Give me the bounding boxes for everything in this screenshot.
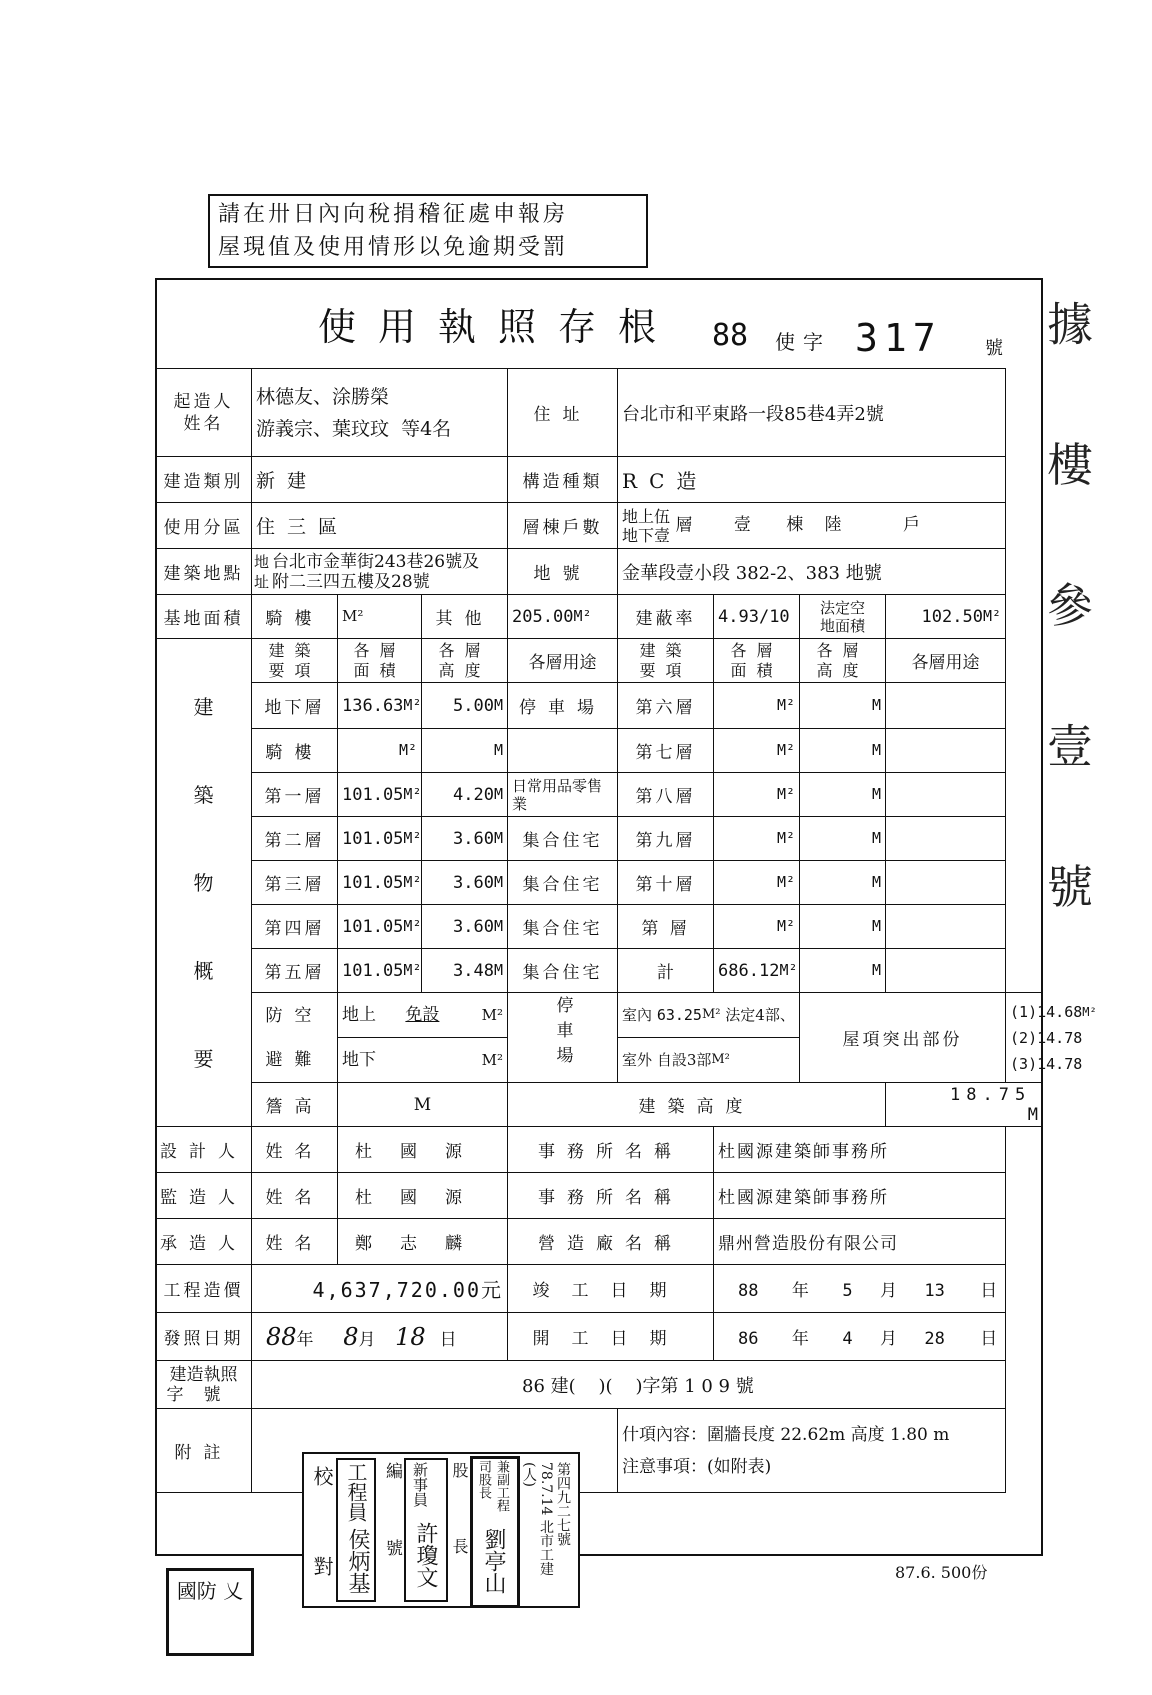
permit-year: 88 <box>712 318 749 353</box>
completion-label: 竣工日期 <box>508 1265 714 1313</box>
approval-check: 校對 <box>310 1466 334 1646</box>
parking-indoor-value: 63.25 <box>656 1006 702 1024</box>
issue-date <box>252 1313 508 1361</box>
applicant-names-line1: 林德友、涂勝榮 <box>256 385 390 408</box>
eaves-value <box>338 1083 508 1127</box>
floor-area-unit: M² <box>403 828 422 847</box>
shelter-label <box>252 993 338 1083</box>
parking-note1: 法定4部、 <box>725 1006 795 1024</box>
lot-value: 金華段壹小段 382-2、383 地號 <box>618 549 1006 595</box>
tax-notice-line1: 請在卅日內向稅捐稽征處申報房 <box>218 202 569 227</box>
floor-area <box>338 949 422 993</box>
arcade-value <box>338 595 422 639</box>
building-height-num: 18.75 <box>950 1084 1032 1105</box>
floor-name-r: 第 層 <box>618 905 714 949</box>
structure-label: 構造種類 <box>508 457 618 503</box>
floor-height-r <box>800 773 886 817</box>
parking-label-text: 停車場 <box>552 995 573 1071</box>
floor-area-r <box>714 905 800 949</box>
floor-area-r-unit: M² <box>779 960 798 979</box>
completion-day-unit: 日 <box>980 1281 998 1301</box>
hdr-item-r <box>618 639 714 683</box>
designer-name-label: 姓名 <box>252 1127 338 1173</box>
completion-year-unit: 年 <box>791 1281 809 1301</box>
coverage-label: 建蔽率 <box>618 595 714 639</box>
other-label: 其他 <box>422 595 508 639</box>
floor-area-num: 101.05 <box>342 828 404 849</box>
contractor-name: 鄭志麟 <box>338 1219 508 1265</box>
tax-notice-box <box>208 194 648 268</box>
floor-height-num: 3.60 <box>453 872 494 893</box>
lot-label: 地號 <box>508 549 618 595</box>
parking-indoor-unit: M² <box>701 1007 721 1022</box>
other-value-num: 205.00 <box>512 606 574 627</box>
completion-month-unit: 月 <box>879 1281 897 1301</box>
floor-height-r <box>800 817 886 861</box>
section-label-3: 概 <box>193 958 214 983</box>
floor-name: 第二層 <box>252 817 338 861</box>
floor-height <box>422 729 508 773</box>
floor-height-r <box>800 729 886 773</box>
floor-area-unit: M² <box>403 960 422 979</box>
hdr-height-r <box>800 639 886 683</box>
floor-area-unit: M² <box>398 740 417 759</box>
issue-month-unit: 月 <box>358 1329 376 1350</box>
other-value <box>508 595 618 639</box>
hdr-area-1: 各層 <box>353 640 406 660</box>
site-prefix: 地址 <box>254 552 270 591</box>
official-seal: 國防 乂 <box>166 1568 254 1656</box>
issue-month: 8 <box>343 1322 359 1351</box>
roof-protrusion-values <box>1006 993 1097 1083</box>
completion-month: 5 <box>842 1281 853 1301</box>
roof-unit: M² <box>1082 1004 1097 1019</box>
floor-height <box>422 773 508 817</box>
deputy-title: 兼副工程司股長 <box>476 1460 509 1512</box>
floor-area <box>338 817 422 861</box>
hdr-height-1: 各層 <box>438 640 491 660</box>
remarks-row <box>156 1409 1043 1493</box>
hdr-item <box>252 639 338 683</box>
floor-area-r <box>714 817 800 861</box>
issue-row <box>156 1313 1043 1361</box>
section-label-0: 建 <box>193 694 214 719</box>
floor-area-num: 136.63 <box>342 695 404 716</box>
hdr-use-r: 各層用途 <box>886 639 1006 683</box>
shelter-below-label: 地下 <box>342 1050 376 1070</box>
tax-notice-line2: 屋現值及使用情形以免逾期受罰 <box>218 235 569 260</box>
completion-year: 88 <box>738 1281 759 1301</box>
open-space-value-num: 102.50 <box>921 606 983 627</box>
cost-value: 4,637,720.00元 <box>252 1265 508 1313</box>
floors-buildings: 壹 <box>733 515 751 535</box>
floor-use: 集合住宅 <box>508 861 618 905</box>
floor-row-2 <box>156 773 1043 817</box>
floor-height-r <box>800 905 886 949</box>
zoning-value: 住三區 <box>252 503 508 549</box>
parking-outdoor-unit: M² <box>711 1052 730 1067</box>
floor-row-0 <box>156 683 1043 729</box>
floor-height-r-unit: M <box>871 695 882 714</box>
floor-use-r <box>886 905 1006 949</box>
issue-day: 18 <box>395 1322 426 1351</box>
building-height-unit: M <box>1027 1104 1038 1125</box>
supervisor-row <box>156 1173 1043 1219</box>
page-title: 使用執照存根 <box>318 305 679 349</box>
hdr-area-r-1: 各層 <box>730 640 783 660</box>
contractor-firm: 鼎州營造股份有限公司 <box>714 1219 1006 1265</box>
floor-name-r: 計 <box>618 949 714 993</box>
hdr-item-r-2: 要項 <box>639 660 692 680</box>
build-type-value: 新建 <box>252 457 508 503</box>
side-stamp: 據 樓 參 壹 號 <box>1040 300 1094 949</box>
floor-height-r-unit: M <box>871 784 882 803</box>
floor-area-num: 101.05 <box>342 916 404 937</box>
shelter-below <box>338 1038 507 1082</box>
floor-area-r-num: 686.12 <box>718 960 780 981</box>
floors-above: 地上伍 <box>622 506 671 526</box>
floor-height-num: 3.60 <box>453 916 494 937</box>
floor-height-unit: M <box>493 695 504 714</box>
coverage-value: 4.93/10 <box>714 595 800 639</box>
applicant-label-2: 姓名 <box>183 413 224 434</box>
floors-above-below <box>622 507 670 545</box>
other-unit: M² <box>573 606 592 625</box>
floor-area-r <box>714 773 800 817</box>
floor-height-unit: M <box>493 784 504 803</box>
floor-height-num: 3.60 <box>453 828 494 849</box>
floor-name: 地下層 <box>252 683 338 729</box>
supervisor-label: 監造人 <box>156 1173 252 1219</box>
stamp-head: 新事員 <box>411 1462 429 1507</box>
floor-height-num: 3.48 <box>453 960 494 981</box>
site-label: 建築地點 <box>156 549 252 595</box>
floor-area-r-unit: M² <box>776 916 796 935</box>
floor-area-r <box>714 683 800 729</box>
floor-area <box>338 905 422 949</box>
floor-area <box>338 861 422 905</box>
roof-1: (1)14.68 <box>1010 1002 1083 1021</box>
site-line1: 台北市金華街243巷26號及 <box>272 551 480 572</box>
hdr-area-r-2: 面積 <box>730 660 783 680</box>
contractor-label: 承造人 <box>156 1219 252 1265</box>
section-label <box>156 639 252 1127</box>
floor-area-num: 101.05 <box>342 784 404 805</box>
floor-use-r <box>886 773 1006 817</box>
supervisor-name: 杜國源 <box>338 1173 508 1219</box>
floor-area-unit: M² <box>403 916 422 935</box>
arcade-unit: M² <box>342 606 364 625</box>
floor-area-r-unit: M² <box>776 695 796 714</box>
floor-name-r: 第九層 <box>618 817 714 861</box>
floor-use: 集合住宅 <box>508 817 618 861</box>
section-label-1: 築 <box>193 782 214 807</box>
floor-height-r <box>800 949 886 993</box>
contractor-firm-label: 營造廠名稱 <box>508 1219 714 1265</box>
floors-bld-unit: 棟 <box>786 515 804 535</box>
designer-label: 設計人 <box>156 1127 252 1173</box>
floor-area-unit: M² <box>403 695 422 714</box>
shelter-above <box>338 993 507 1038</box>
permit-number: 317 <box>855 316 942 360</box>
floor-area-unit: M² <box>403 784 422 803</box>
floor-name: 第三層 <box>252 861 338 905</box>
build-type-row <box>156 457 1043 503</box>
open-space-label-1: 法定空 <box>820 598 866 617</box>
open-space-unit: M² <box>982 606 1002 625</box>
floor-name-r: 第六層 <box>618 683 714 729</box>
floor-height <box>422 817 508 861</box>
floors-info-label: 層棟戶數 <box>508 503 618 549</box>
hdr-area-r <box>714 639 800 683</box>
floors-unit-unit: 戶 <box>903 515 921 535</box>
site-area-label: 基地面積 <box>156 595 252 639</box>
shelter-below-unit: M² <box>481 1051 504 1069</box>
floor-area-r <box>714 949 800 993</box>
hdr-item-r-1: 建築 <box>639 640 692 660</box>
floor-area-r-unit: M² <box>776 828 796 847</box>
stamp-ref: 第四九二七號 78.7.14 北市工建(人) <box>521 1462 571 1576</box>
floor-use-r <box>886 817 1006 861</box>
start-day-unit: 日 <box>980 1329 998 1349</box>
floor-name: 騎樓 <box>252 729 338 773</box>
floor-name-r: 第八層 <box>618 773 714 817</box>
hdr-height-2: 高度 <box>438 660 491 680</box>
floors-layer: 層 <box>675 515 693 535</box>
print-line: 87.6. 500份 <box>895 1563 988 1582</box>
floor-height-unit: M <box>493 828 504 847</box>
designer-office: 杜國源建築師事務所 <box>714 1127 1006 1173</box>
shelter-exempt: 免設 <box>405 1005 440 1025</box>
shelter-label-2: 避難 <box>265 1049 324 1070</box>
designer-office-label: 事務所名稱 <box>508 1127 714 1173</box>
issue-label: 發照日期 <box>156 1313 252 1361</box>
building-height-value <box>886 1083 1043 1127</box>
address-label: 住址 <box>508 369 618 457</box>
hdr-height-r-1: 各層 <box>816 640 869 660</box>
start-year: 86 <box>738 1329 759 1349</box>
floors-below: 地下壹 <box>622 525 671 545</box>
cost-label: 工程造價 <box>156 1265 252 1313</box>
floor-use-r <box>886 861 1006 905</box>
floor-area <box>338 729 422 773</box>
hdr-height-r-2: 高度 <box>816 660 869 680</box>
section-label-4: 要 <box>193 1046 214 1071</box>
floor-use <box>508 729 618 773</box>
parking-values <box>618 993 800 1083</box>
engineer-name: 侯炳基 <box>345 1528 370 1594</box>
floor-area-r <box>714 729 800 773</box>
build-permit-label-2: 字號 <box>166 1384 241 1405</box>
floor-height-r-unit: M <box>871 872 882 891</box>
remarks-text <box>618 1409 1006 1493</box>
floor-area <box>338 683 422 729</box>
parking-outdoor <box>618 1038 799 1082</box>
roof-protrusion-label: 屋項突出部份 <box>800 993 1006 1083</box>
floor-height <box>422 683 508 729</box>
hdr-item-2: 要項 <box>268 660 321 680</box>
floor-height-unit: M <box>493 872 504 891</box>
floors-units: 陸 <box>824 515 842 535</box>
floor-height <box>422 905 508 949</box>
floor-area-num: 101.05 <box>342 872 404 893</box>
start-label: 開工日期 <box>508 1313 714 1361</box>
floor-height <box>422 949 508 993</box>
completion-day: 13 <box>924 1281 945 1301</box>
shelter-row <box>156 993 1043 1083</box>
open-space-label <box>800 595 886 639</box>
build-permit-value: 86 建( )( )字第 1 0 9 號 <box>252 1361 1006 1409</box>
parking-outdoor-label: 室外 <box>622 1051 653 1069</box>
build-type-label: 建造類別 <box>156 457 252 503</box>
section-title: 股長 <box>450 1462 469 1614</box>
floor-area-r-unit: M² <box>776 740 796 759</box>
floor-height-unit: M <box>493 916 504 935</box>
hdr-area-2: 面積 <box>353 660 406 680</box>
floor-height-num: 5.00 <box>453 695 494 716</box>
supervisor-name-label: 姓名 <box>252 1173 338 1219</box>
floor-area-num: 101.05 <box>342 960 404 981</box>
floor-name: 第五層 <box>252 949 338 993</box>
floor-name-r: 第十層 <box>618 861 714 905</box>
remarks-label: 附註 <box>156 1409 252 1493</box>
floor-use-r <box>886 729 1006 773</box>
floor-height-r-unit: M <box>871 960 882 979</box>
permit-suffix: 號 <box>985 338 1003 359</box>
floor-height-unit: M <box>493 960 504 979</box>
applicant-label-1: 起造人 <box>173 391 234 412</box>
parking-indoor-label: 室內 <box>622 1006 653 1024</box>
hdr-area <box>338 639 422 683</box>
issue-year-unit: 年 <box>296 1329 314 1350</box>
supervisor-office-label: 事務所名稱 <box>508 1173 714 1219</box>
floor-name: 第一層 <box>252 773 338 817</box>
floor-area-unit: M² <box>403 872 422 891</box>
start-year-unit: 年 <box>791 1329 809 1349</box>
floor-height-r-unit: M <box>871 916 882 935</box>
build-permit-label-1: 建造執照 <box>169 1364 238 1385</box>
floor-use-r <box>886 683 1006 729</box>
eaves-row <box>156 1083 1043 1127</box>
floor-height-num: 4.20 <box>453 784 494 805</box>
cost-row <box>156 1265 1043 1313</box>
floor-height <box>422 861 508 905</box>
floor-height-unit: M <box>493 740 504 759</box>
parking-label <box>508 993 618 1083</box>
supervisor-office: 杜國源建築師事務所 <box>714 1173 1006 1219</box>
parking-indoor <box>618 993 799 1038</box>
building-height-label: 建築高度 <box>508 1083 886 1127</box>
zoning-row <box>156 503 1043 549</box>
floor-use: 集合住宅 <box>508 905 618 949</box>
floor-area-r-unit: M² <box>776 872 796 891</box>
remarks-line2: 注意事項：(如附表) <box>622 1456 772 1477</box>
build-permit-label <box>156 1361 252 1409</box>
chief-name: 許瓊文 <box>413 1522 438 1588</box>
floor-height-r-unit: M <box>871 828 882 847</box>
contractor-row <box>156 1219 1043 1265</box>
structure-value: RC造 <box>618 457 1006 503</box>
applicant-label <box>156 369 252 457</box>
permit-label: 使字 <box>775 330 831 354</box>
floors-info-value <box>618 503 1006 549</box>
contractor-name-label: 姓名 <box>252 1219 338 1265</box>
applicant-count: 等4名 <box>401 417 452 440</box>
build-permit-row <box>156 1361 1043 1409</box>
site-value <box>252 549 508 595</box>
start-date <box>714 1313 1006 1361</box>
floor-use: 日常用品零售業 <box>508 773 618 817</box>
floor-height-r <box>800 861 886 905</box>
floor-row-5 <box>156 905 1043 949</box>
floor-use: 集合住宅 <box>508 949 618 993</box>
applicant-names-line2: 游義宗、葉玟玟 <box>256 417 390 440</box>
open-space-label-2: 地面積 <box>820 616 866 635</box>
hdr-item-1: 建築 <box>268 640 321 660</box>
shelter-label-1: 防空 <box>265 1005 324 1026</box>
zoning-label: 使用分區 <box>156 503 252 549</box>
floor-name: 第四層 <box>252 905 338 949</box>
approval-editor: 編號 <box>382 1462 402 1616</box>
hdr-height <box>422 639 508 683</box>
applicant-names <box>252 369 508 457</box>
hdr-use: 各層用途 <box>508 639 618 683</box>
shelter-above-unit: M² <box>481 1006 504 1024</box>
start-month: 4 <box>842 1329 853 1349</box>
issue-day-unit: 日 <box>439 1329 457 1350</box>
open-space-value <box>886 595 1006 639</box>
eaves-unit: M <box>413 1094 432 1115</box>
issue-year: 88 <box>266 1322 297 1351</box>
floor-height-r <box>800 683 886 729</box>
start-day: 28 <box>924 1329 945 1349</box>
remarks-line1: 什項內容：圍牆長度 22.62m 高度 1.80 m <box>622 1424 950 1445</box>
floor-use-r <box>886 949 1006 993</box>
eaves-label: 簷高 <box>252 1083 338 1127</box>
floor-area-r-unit: M² <box>776 784 796 803</box>
floor-area <box>338 773 422 817</box>
floor-use: 停車場 <box>508 683 618 729</box>
applicant-row <box>156 369 1043 457</box>
parking-note2: 自設3部 <box>656 1051 712 1069</box>
section-label-2: 物 <box>193 870 214 895</box>
area-row <box>156 595 1043 639</box>
roof-3: (3)14.78 <box>1010 1054 1083 1073</box>
deputy-name: 劉亭山 <box>481 1528 506 1594</box>
completion-date <box>714 1265 1006 1313</box>
shelter-values <box>338 993 508 1083</box>
floor-area-r <box>714 861 800 905</box>
address-value: 台北市和平東路一段85巷4弄2號 <box>618 369 1006 457</box>
floor-row-4 <box>156 861 1043 905</box>
designer-row <box>156 1127 1043 1173</box>
floor-row-1 <box>156 729 1043 773</box>
floor-name-r: 第七層 <box>618 729 714 773</box>
floor-header-row <box>156 639 1043 683</box>
engineer-title: 工程員 <box>344 1462 368 1522</box>
floor-row-6 <box>156 949 1043 993</box>
arcade-label: 騎樓 <box>252 595 338 639</box>
floor-row-3 <box>156 817 1043 861</box>
designer-name: 杜國源 <box>338 1127 508 1173</box>
floor-height-r-unit: M <box>871 740 882 759</box>
start-month-unit: 月 <box>879 1329 897 1349</box>
site-row <box>156 549 1043 595</box>
site-line2: 附二三四五樓及28號 <box>272 571 430 592</box>
roof-2: (2)14.78 <box>1010 1028 1083 1047</box>
shelter-above-label: 地上 <box>342 1005 376 1025</box>
